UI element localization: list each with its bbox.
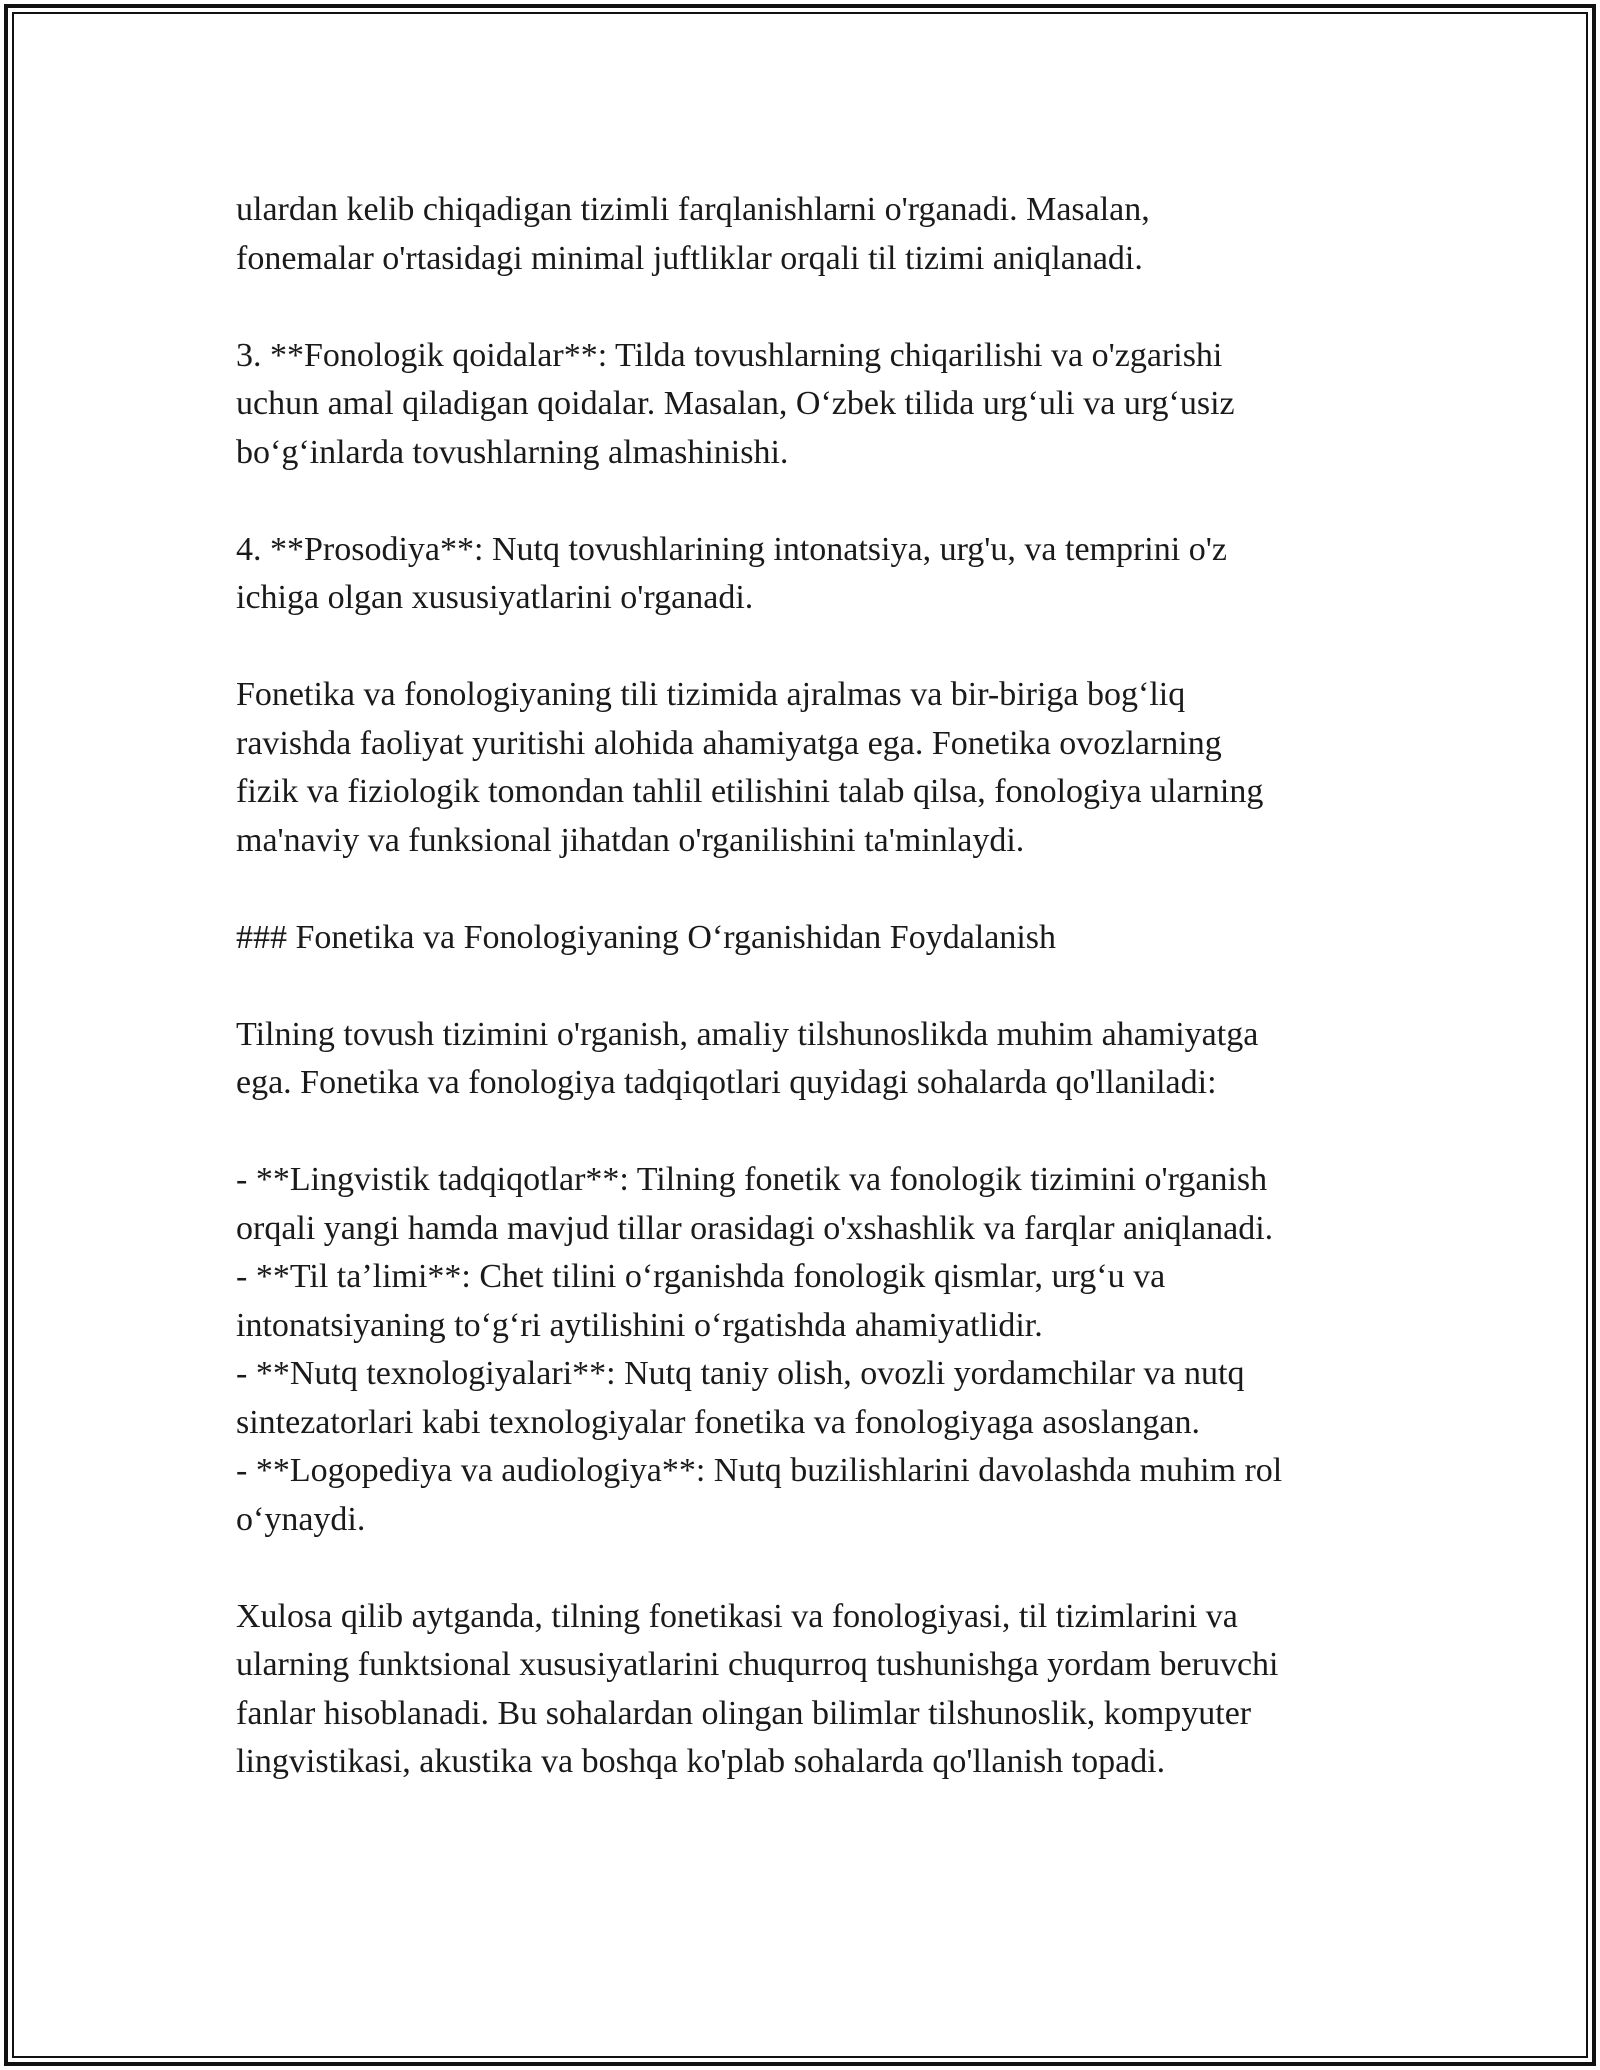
section-heading [236, 914, 1426, 963]
paragraph-phonemes [236, 186, 1426, 283]
text-line: lingvistikasi, akustika va boshqa ko'plab sohalarda qo'llanish topadi. [236, 1743, 1166, 1780]
text-line: Fonetika va fonologiyaning tili tizimida ajralmas va bir-biriga bog‘liq [236, 676, 1186, 713]
text-line: ularning funktsional xususiyatlarini chuqurroq tushunishga yordam beruvchi [236, 1646, 1279, 1683]
paragraph-applications-intro [236, 1011, 1426, 1108]
applications-list [236, 1156, 1426, 1544]
document-body [236, 186, 1426, 1787]
text-line: 4. **Prosodiya**: Nutq tovushlarining intonatsiya, urg'u, va temprini o'z [236, 530, 1227, 568]
list-item-continuation: sintezatorlari kabi texnologiyalar fonetika va fonologiyaga asoslangan. [236, 1403, 1200, 1441]
paragraph-prosody [236, 526, 1426, 623]
list-item: - **Lingvistik tadqiqotlar**: Tilning fonetik va fonologik tizimini o'rganish [236, 1161, 1268, 1198]
heading-text: ### Fonetika va Fonologiyaning O‘rganishidan Foydalanish [236, 918, 1057, 956]
text-line: fanlar hisoblanadi. Bu sohalardan olingan bilimlar tilshunoslik, kompyuter [236, 1694, 1252, 1732]
text-line: ulardan kelib chiqadigan tizimli farqlanishlarni o'rganadi. Masalan, [236, 191, 1150, 228]
list-item: - **Nutq texnologiyalari**: Nutq taniy olish, ovozli yordamchilar va nutq [236, 1355, 1245, 1392]
list-item: - **Til ta’limi**: Chet tilini o‘rganishda fonologik qismlar, urg‘u va [236, 1258, 1166, 1295]
text-line: ega. Fonetika va fonologiya tadqiqotlari quyidagi sohalarda qo'llaniladi: [236, 1064, 1217, 1101]
paragraph-interrelation [236, 671, 1426, 865]
paragraph-phonological-rules [236, 332, 1426, 478]
text-line: uchun amal qiladigan qoidalar. Masalan, O‘zbek tilida urg‘uli va urg‘usiz [236, 385, 1235, 422]
text-line: fizik va fiziologik tomondan tahlil etilishini talab qilsa, fonologiya ularning [236, 773, 1264, 810]
text-line: 3. **Fonologik qoidalar**: Tilda tovushlarning chiqarilishi va o'zgarishi [236, 336, 1223, 374]
list-item-continuation: o‘ynaydi. [236, 1500, 366, 1538]
text-line: ravishda faoliyat yuritishi alohida ahamiyatga ega. Fonetika ovozlarning [236, 724, 1222, 762]
text-line: bo‘g‘inlarda tovushlarning almashinishi. [236, 433, 789, 471]
list-item-continuation: intonatsiyaning to‘g‘ri aytilishini o‘rgatishda ahamiyatlidir. [236, 1306, 1043, 1344]
text-line: fonemalar o'rtasidagi minimal juftliklar orqali til tizimi aniqlanadi. [236, 239, 1143, 277]
text-line: Xulosa qilib aytganda, tilning fonetikasi va fonologiyasi, til tizimlarini va [236, 1597, 1238, 1635]
paragraph-conclusion [236, 1593, 1426, 1787]
list-item: - **Logopediya va audiologiya**: Nutq buzilishlarini davolashda muhim rol [236, 1452, 1283, 1489]
list-item-continuation: orqali yangi hamda mavjud tillar orasidagi o'xshashlik va farqlar aniqlanadi. [236, 1209, 1274, 1247]
text-line: ichiga olgan xususiyatlarini o'rganadi. [236, 579, 754, 616]
text-line: Tilning tovush tizimini o'rganish, amaliy tilshunoslikda muhim ahamiyatga [236, 1015, 1259, 1053]
text-line: ma'naviy va funksional jihatdan o'rganilishini ta'minlaydi. [236, 821, 1025, 859]
